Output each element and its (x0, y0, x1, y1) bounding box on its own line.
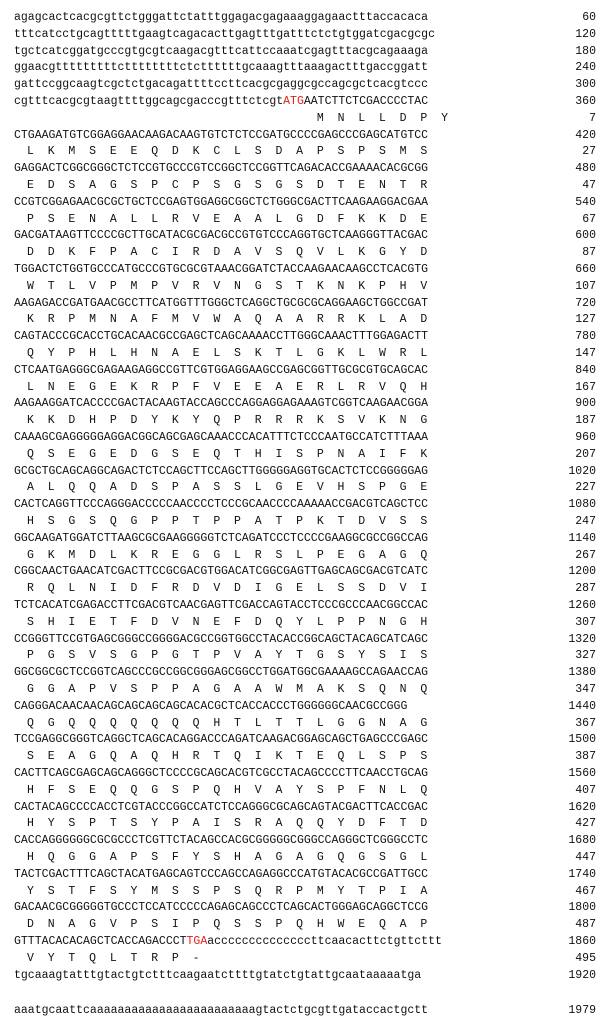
position-number: 960 (575, 431, 596, 444)
amino-acid-sequence (27, 212, 427, 228)
sequence-text: D D K F P A C I R D A V S Q V L K G Y D (27, 246, 428, 260)
dna-sequence (14, 531, 428, 547)
amino-acid-sequence (27, 480, 427, 496)
nucleotide-line (0, 968, 606, 984)
sequence-text: H F S E Q Q G S P Q H V A Y S P F N L Q (27, 783, 428, 797)
sequence-text: Q Y P H L H N A E L S K T L G K L W R L (27, 347, 428, 360)
sequence-text: CGGCAACTGAACATCGACTTCCGCGACGTGGACATCGGCGAGTTGAGCAGCGACGTCATC (14, 565, 429, 579)
dna-sequence (14, 732, 428, 748)
amino-acid-sequence (27, 884, 427, 900)
sequence-text: TCCGAGGCGGGTCAGGCTCAGCACAGGACCCAGATCAAGACGGAGCAGCTGAGCCCGAGC (14, 733, 429, 747)
dna-sequence (14, 27, 435, 43)
sequence-text: aaatgcaattcaaaaaaaaaaaaaaaaaaaaaaaagtactctgcgttgataccactgctt (14, 1003, 429, 1017)
nucleotide-line (0, 10, 606, 26)
protein-line (0, 648, 606, 664)
sequence-text: G G A P V S P P A G A A W M A K S Q N Q (27, 683, 428, 696)
position-number: 327 (575, 649, 596, 663)
sequence-text: CTCAATGAGGGCGAGAAGAGGCCGTTCGTGGAGGAAGCCGAGCGGTTGCGCGTGCAGCAC (14, 363, 429, 377)
dna-sequence (14, 934, 442, 950)
sequence-text: S E A G Q A Q H R T Q I K T E Q L S P S (27, 750, 428, 764)
position-number: 1560 (568, 767, 596, 780)
protein-line (0, 279, 606, 295)
sequence-text: D N A G V P S I P Q S S P Q H W E Q A P (27, 918, 428, 932)
nucleotide-line (0, 766, 606, 782)
nucleotide-line (0, 598, 606, 614)
position-number: 1080 (568, 498, 596, 512)
protein-line (0, 716, 606, 732)
nucleotide-line (0, 900, 606, 916)
sequence-text: tttcatcctgcagtttttgaagtcagacacttgagtttgatttctctgtggatcgacgcgc (14, 27, 435, 41)
protein-line (0, 312, 606, 328)
position-number: 1920 (568, 968, 596, 982)
dna-sequence (14, 598, 428, 614)
nucleotide-line (0, 363, 606, 379)
amino-acid-sequence (27, 850, 427, 866)
protein-line (0, 682, 606, 698)
protein-line (0, 514, 606, 530)
position-number: 1440 (568, 699, 596, 713)
position-number: 107 (575, 279, 596, 293)
dna-sequence (14, 60, 428, 76)
dna-sequence (14, 497, 428, 513)
sequence-segment: accccccccccccccttcaacacttctgttcttt (207, 935, 442, 948)
amino-acid-sequence (27, 447, 427, 463)
sequence-text: TCTCACATCGAGACCTTCGACGTCAACGAGTTCGACCAGTACCTCCCGCCCAACGGCCAC (14, 599, 429, 612)
position-number: 1979 (568, 1003, 596, 1017)
sequence-text: CAAAGCGAGGGGGAGGACGGCAGCGAGCAAACCCACATTTCTCCCAATGCCATCTTTAAA (14, 431, 429, 444)
nucleotide-line (0, 430, 606, 446)
codon-highlight: ATG (283, 95, 304, 108)
amino-acid-sequence (27, 380, 427, 396)
dna-sequence (14, 800, 428, 816)
position-number: 167 (575, 380, 596, 394)
nucleotide-line (0, 531, 606, 547)
dna-sequence (14, 128, 428, 144)
sequence-text: A L Q Q A D S P A S S L G E V H S P G E (27, 481, 428, 495)
position-number: 300 (575, 78, 596, 92)
position-number: 1380 (568, 666, 596, 680)
sequence-text: tgcaaagtatttgtactgtctttcaagaatcttttgtatctgtattgcaataaaaatga (14, 968, 422, 982)
position-number: 660 (575, 263, 596, 276)
position-number: 360 (575, 95, 596, 108)
dna-sequence (14, 396, 428, 412)
sequence-text: S H I E T F D V N E F D Q Y L P P N G H (27, 615, 428, 629)
position-number: 447 (575, 851, 596, 864)
position-number: 67 (582, 212, 596, 226)
position-number: 720 (575, 296, 596, 310)
amino-acid-sequence (27, 951, 200, 967)
amino-acid-sequence (27, 178, 427, 194)
sequence-text: E D S A G S P C P S G S G S D T E N T R (27, 179, 428, 192)
position-number: 87 (582, 246, 596, 260)
protein-line (0, 380, 606, 396)
nucleotide-line (0, 94, 606, 110)
protein-line (0, 951, 606, 967)
sequence-text: GCGCTGCAGCAGGCAGACTCTCCAGCTTCCAGCTTGGGGGAGGTGCACTCTCCGGGGGAG (14, 464, 429, 478)
nucleotide-line (0, 934, 606, 950)
amino-acid-sequence (27, 783, 427, 799)
sequence-text: W T L V P M P V R V N G S T K N K P H V (27, 279, 428, 293)
position-number: 387 (575, 750, 596, 764)
sequence-text: L N E G E K R P F V E E A E R L R V Q H (27, 380, 428, 394)
sequence-text: CAGTACCCGCACCTGCACAACGCCGAGCTCAGCAAAACCTTGGGCAAACTTTGGAGACTT (14, 330, 429, 344)
position-number: 240 (575, 61, 596, 75)
position-number: 1020 (568, 464, 596, 478)
nucleotide-line (0, 228, 606, 244)
dna-sequence (14, 464, 428, 480)
sequence-text: P G S V S G P G T P V A Y T G S Y S I S (27, 649, 428, 663)
dna-sequence (14, 699, 407, 715)
protein-line (0, 178, 606, 194)
protein-line (0, 917, 606, 933)
dna-sequence (14, 665, 428, 681)
dna-sequence (14, 968, 421, 984)
position-number: 307 (575, 615, 596, 629)
dna-sequence (14, 10, 428, 26)
dna-sequence (14, 900, 428, 916)
nucleotide-line (0, 396, 606, 412)
protein-line (0, 581, 606, 597)
position-number: 60 (582, 11, 596, 24)
position-number: 1200 (568, 565, 596, 579)
position-number: 247 (575, 515, 596, 528)
position-number: 207 (575, 447, 596, 461)
amino-acid-sequence (27, 514, 427, 530)
amino-acid-sequence (27, 749, 427, 765)
position-number: 267 (575, 548, 596, 562)
sequence-text: K K D H P D Y K Y Q P R R R K S V K N G (27, 414, 428, 428)
amino-acid-sequence (27, 548, 427, 564)
sequence-text: TGGACTCTGGTGCCCATGCCCGTGCGCGTAAACGGATCTACCAAGAACAAGCCTCACGTG (14, 263, 429, 276)
amino-acid-sequence (27, 615, 427, 631)
dna-sequence (14, 867, 428, 883)
position-number: 1260 (568, 599, 596, 612)
sequence-text: AAGAGACCGATGAACGCCTTCATGGTTTGGGCTCAGGCTGCGCGCAGGAAGCTGGCCGAT (14, 296, 429, 310)
sequence-text: H Y S P T S Y P A I S R A Q Q Y D F T D (27, 817, 428, 831)
protein-line (0, 850, 606, 866)
nucleotide-line (0, 60, 606, 76)
dna-sequence (14, 44, 428, 60)
nucleotide-line (0, 732, 606, 748)
amino-acid-sequence (27, 581, 427, 597)
dna-sequence (14, 363, 428, 379)
position-number: 147 (575, 347, 596, 360)
sequence-text: CACTCAGGTTCCCAGGGACCCCCAACCCCTCCCGCAACCCCAAAAACCGACGTCAGCTCC (14, 498, 429, 512)
nucleotide-line (0, 497, 606, 513)
amino-acid-sequence (27, 917, 427, 933)
position-number: 467 (575, 884, 596, 898)
protein-line (0, 413, 606, 429)
position-number: 187 (575, 414, 596, 428)
position-number: 1860 (568, 935, 596, 948)
position-number: 1620 (568, 800, 596, 814)
nucleotide-line (0, 800, 606, 816)
nucleotide-line (0, 464, 606, 480)
indent (27, 112, 317, 125)
position-number: 347 (575, 683, 596, 696)
sequence-text: gattccggcaagtcgctctgacagattttccttcacgcgaggcgccagcgctcacgtccc (14, 78, 429, 92)
nucleotide-line (0, 262, 606, 278)
protein-line (0, 480, 606, 496)
dna-sequence (14, 77, 428, 93)
position-number: 47 (582, 179, 596, 192)
position-number: 900 (575, 397, 596, 411)
amino-acid-sequence (27, 346, 427, 362)
sequence-text: CTGAAGATGTCGGAGGAACAAGACAAGTGTCTCTCCGATGCCCCGAGCCCGAGCATGTCC (14, 128, 429, 142)
sequence-text: GGCAAGATGGATCTTAAGCGCGAAGGGGGTCTCAGATCCCTCCCCGAAGGCGCCGGCCAG (14, 531, 429, 545)
sequence-text: CACTTCAGCGAGCAGCAGGGCTCCCCGCAGCACGTCGCCTACAGCCCCTTCAACCTGCAG (14, 767, 429, 780)
dna-sequence (14, 228, 428, 244)
nucleotide-line (0, 699, 606, 715)
amino-acid-sequence (27, 245, 427, 261)
position-number: 127 (575, 313, 596, 327)
dna-sequence (14, 632, 428, 648)
nucleotide-line (0, 296, 606, 312)
position-number: 1680 (568, 834, 596, 848)
protein-line (0, 245, 606, 261)
protein-line (0, 212, 606, 228)
sequence-text: tgctcatcggatgcccgtgcgtcaagacgtttcattccaaatcgagtttacgcagaaaga (14, 44, 429, 58)
position-number: 287 (575, 582, 596, 596)
nucleotide-line (0, 161, 606, 177)
amino-acid-sequence (27, 716, 427, 732)
sequence-text: CCGTCGGAGAACGCGCTGCTCCGAGTGGAGGCGGCTCTGGGCGACTTCAAGAAGGACGAA (14, 195, 429, 209)
position-number: 487 (575, 918, 596, 932)
sequence-text: GGCGGCGCTCCGGTCAGCCCGCCGGCGGGAGCGGCCTGGATGGCGAAAAGCCAGAACCAG (14, 666, 429, 680)
position-number: 1500 (568, 733, 596, 747)
position-number: 1320 (568, 632, 596, 646)
nucleotide-line (0, 27, 606, 43)
sequence-text: agagcactcacgcgttctgggattctatttggagacgagaaaggagaactttaccacaca (14, 11, 429, 24)
nucleotide-line (0, 44, 606, 60)
sequence-segment: cgtttcacgcgtaagttttggcagcgacccgtttctcgt (14, 95, 284, 108)
nucleotide-line (0, 833, 606, 849)
dna-sequence (14, 1003, 428, 1019)
dna-sequence (14, 329, 428, 345)
sequence-text: AAGAAGGATCACCCCGACTACAAGTACCAGCCCAGGAGGAGAAAGTCGGTCAAGAACGGA (14, 397, 429, 411)
sequence-text: K R P M N A F M V W A Q A A R R K L A D (27, 313, 428, 327)
position-number: 480 (575, 162, 596, 176)
amino-acid-sequence (27, 144, 427, 160)
sequence-text: GACGATAAGTTCCCCGCTTGCATACGCGACGCCGTGTCCCAGGTGCTCAAGGGTTACGAC (14, 229, 429, 243)
dna-sequence (14, 94, 428, 110)
protein-line (0, 548, 606, 564)
position-number: 780 (575, 330, 596, 344)
nucleotide-line (0, 329, 606, 345)
sequence-text: R Q L N I D F R D V D I G E L S S D V I (27, 582, 428, 596)
protein-line (0, 144, 606, 160)
protein-line (0, 111, 606, 127)
dna-sequence (14, 195, 428, 211)
position-number: 27 (582, 145, 596, 159)
position-number: 540 (575, 195, 596, 209)
nucleotide-line (0, 1003, 606, 1019)
dna-sequence (14, 564, 428, 580)
sequence-text: H S G S Q G P P T P P A T P K T D V S S (27, 515, 428, 528)
position-number: 420 (575, 128, 596, 142)
protein-line (0, 615, 606, 631)
position-number: 1140 (568, 531, 596, 545)
codon-highlight: TGA (186, 935, 208, 948)
protein-line (0, 783, 606, 799)
sequence-text: H Q G G A P S F Y S H A G A G Q G S G L (27, 851, 428, 864)
amino-acid-sequence (27, 816, 427, 832)
amino-acid-sequence (27, 279, 427, 295)
nucleotide-line (0, 128, 606, 144)
sequence-text: CACCAGGGGGGCGCGCCCTCGTTCTACAGCCACGCGGGGGCGGGCCAGGGCTCGGGCCTC (14, 834, 429, 848)
dna-sequence (14, 262, 428, 278)
nucleotide-line (0, 195, 606, 211)
sequence-text: GAGGACTCGGCGGGCTCTCCGTGCCCGTCCGGCTCCGGTTCAGACACCGAAAACACGCGG (14, 162, 429, 176)
dna-sequence (14, 833, 428, 849)
position-number: 7 (589, 111, 596, 125)
position-number: 367 (575, 716, 596, 730)
sequence-text: GACAACGCGGGGGTGCCCTCCATCCCCCAGAGCAGCCCTCAGCACTGGGAGCAGGCTCCG (14, 901, 429, 915)
amino-acid-sequence (27, 682, 427, 698)
sequence-text: TACTCGACTTTCAGCTACATGAGCAGTCCCAGCCAGAGGCCCATGTACACGCCGATTGCC (14, 867, 429, 881)
sequence-text: V Y T Q L T R P - (27, 951, 200, 965)
sequence-segment: AATCTTCTCGACCCCTAC (303, 95, 429, 108)
sequence-text: P S E N A L L R V E A A L G D F K K D E (27, 212, 428, 226)
position-number: 840 (575, 363, 596, 377)
position-number: 120 (575, 27, 596, 41)
sequence-text: CACTACAGCCCCACCTCGTACCCGGCCATCTCCAGGGCGCAGCAGTACGACTTCACCGAC (14, 800, 429, 814)
position-number: 495 (575, 951, 596, 965)
position-number: 227 (575, 481, 596, 495)
sequence-text: Y S T F S Y M S S P S Q R P M Y T P I A (27, 884, 428, 898)
protein-line (0, 346, 606, 362)
dna-sequence (14, 296, 428, 312)
sequence-text: CAGGGACAACAACAGCAGCAGCAGCACACGCTCACCACCCTGGGGGGCAACGCCGGG (14, 699, 408, 713)
position-number: 600 (575, 229, 596, 243)
nucleotide-line (0, 77, 606, 93)
amino-acid-sequence (27, 312, 427, 328)
position-number: 180 (575, 44, 596, 58)
protein-line (0, 447, 606, 463)
sequence-text: ggaacgtttttttttcttttttttctcttttttgcaaagtttaaagactttgaccggatt (14, 61, 429, 75)
sequence-text: G K M D L K R E G G L R S L P E G A G Q (27, 548, 428, 562)
nucleotide-line (0, 665, 606, 681)
position-number: 407 (575, 783, 596, 797)
sequence-segment: GTTTACACACAGCTCACCAGACCCT (14, 935, 187, 948)
nucleotide-line (0, 564, 606, 580)
nucleotide-line (0, 867, 606, 883)
position-number: 1740 (568, 867, 596, 881)
protein-line (0, 884, 606, 900)
sequence-text: L K M S E E Q D K C L S D A P S P S M S (27, 145, 428, 159)
amino-acid-sequence (27, 648, 427, 664)
protein-line (0, 816, 606, 832)
amino-acid-sequence (27, 413, 427, 429)
dna-sequence (14, 430, 428, 446)
protein-line (0, 749, 606, 765)
sequence-text: Q G Q Q Q Q Q Q Q H T L T T L G G N A G (27, 716, 428, 730)
dna-sequence (14, 161, 428, 177)
dna-sequence (14, 766, 428, 782)
sequence-text: Q S E G E D G S E Q T H I S P N A I F K (27, 447, 428, 461)
amino-acid-sequence (27, 111, 448, 127)
position-number: 1800 (568, 901, 596, 915)
sequence-text: M N L L D P Y (316, 111, 448, 125)
position-number: 427 (575, 817, 596, 831)
nucleotide-line (0, 632, 606, 648)
sequence-text: CCGGGTTCCGTGAGCGGGCCGGGGACGCCGGTGGCCTACACCGGCAGCTACAGCATCAGC (14, 632, 429, 646)
